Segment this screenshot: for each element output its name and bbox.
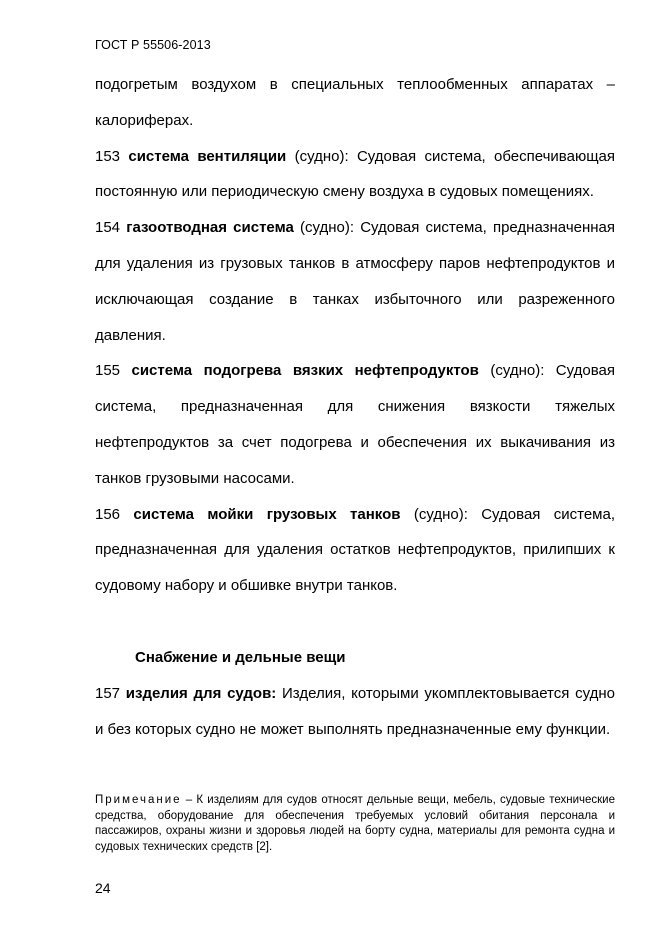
term-157 — [95, 676, 615, 748]
term-number: 155 — [95, 362, 132, 380]
term-156 — [95, 497, 615, 604]
paragraph-text: подогретым воздухом в специальных теплообменных аппаратах – калориферах. — [95, 76, 615, 129]
note-text: – К изделиям для судов относят дельные вещи, мебель, судовые технические средства, оборудование для обеспечения требуемых условий обитания персонала и пассажиров, охраны жизни и здоровья людей на борту судна, материалы для ремонта судна и судовых технических средств [2]. — [95, 794, 615, 853]
term-number: 157 — [95, 684, 126, 702]
document-header: ГОСТ Р 55506-2013 — [95, 38, 211, 52]
term-number: 153 — [95, 147, 129, 165]
note-block — [95, 793, 615, 855]
section-heading: Снабжение и дельные вещи — [135, 648, 346, 666]
term-154 — [95, 210, 615, 353]
term-name: система мойки грузовых танков — [133, 505, 401, 523]
term-definition: (судно): Судовая система, предназначенная для удаления остатков нефтепродуктов, прилипших к судовому набору и обшивке внутри танков. — [95, 505, 615, 595]
term-153 — [95, 139, 615, 211]
document-body — [95, 67, 615, 747]
note-label: Примечание — [95, 794, 182, 806]
term-definition: Изделия, которыми укомплектовывается судно и без которых судно не может выполнять предназначенные ему функции. — [95, 684, 615, 738]
paragraph-continuation — [95, 67, 615, 139]
term-definition: (судно): Судовая система, предназначенная для удаления из грузовых танков в атмосферу паров нефтепродуктов и исключающая создание в танках избыточного или разреженного давления. — [95, 219, 616, 344]
term-name: система вентиляции — [128, 147, 287, 165]
term-definition: (судно): Судовая система, предназначенная для снижения вязкости тяжелых нефтепродуктов за счет подогрева и обеспечения их выкачивания из танков грузовыми насосами. — [95, 362, 615, 487]
term-definition: (судно): Судовая система, обеспечивающая постоянную или периодическую смену воздуха в судовых помещениях. — [95, 147, 615, 201]
term-number: 156 — [95, 505, 134, 523]
term-name: изделия для судов: — [125, 684, 277, 702]
term-155 — [95, 353, 615, 496]
term-name: система подогрева вязких нефтепродуктов — [131, 362, 479, 380]
section-spacer — [95, 604, 615, 640]
term-name: газоотводная система — [126, 219, 294, 237]
page-number: 24 — [95, 880, 111, 896]
term-number: 154 — [95, 219, 127, 237]
